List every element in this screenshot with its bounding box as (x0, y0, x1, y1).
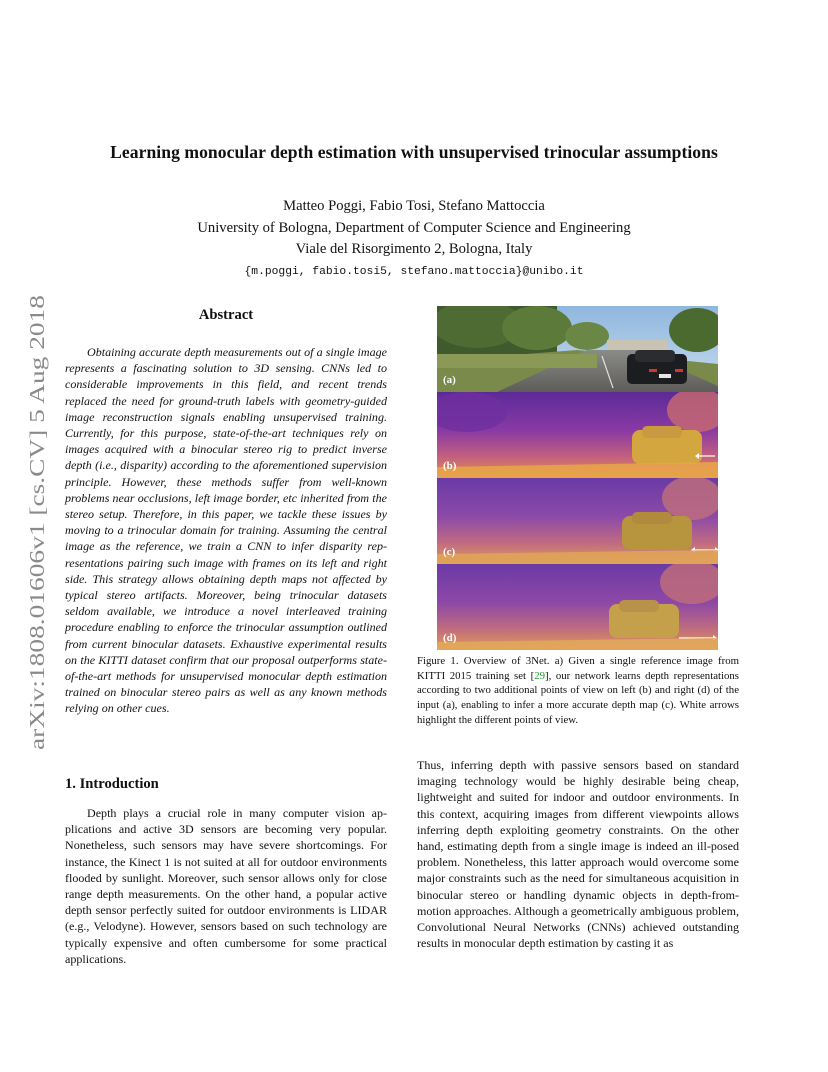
introduction-body (65, 805, 387, 967)
paper-title: Learning monocular depth estimation with unsupervised trinocular assumptions (110, 142, 718, 162)
caption-text-end: ], our network learns depth representations according to two additional points of view on left (b) and right (d) of the input (a), enabling to infer a more accurate depth map (c). White arrows highlight the different points of view. (417, 669, 740, 726)
right-column-text: Thus, inferring depth with passive sensors based on standard imaging technology would be highly desirable being cheap, lightweight and suited for indoor and outdoor environments. In this context, acquiring images from different viewpoints allows inferring depth exploiting geometry constraints. On the other hand, estimating depth from a single image is indeed an ill-posed problem. Nonetheless, this latter approach would overcome some major constraints such as the need for simultaneous acquisition in binocular stereo or handling dynamic objects in depth-from-motion approaches. Although a geometrically ambiguous problem, Convolutional Neural Networks (CNNs) achieved outstanding results in monocular depth estimation by casting it as (417, 758, 739, 951)
right-column-body (417, 757, 739, 951)
panel-label-b: (b) (443, 460, 457, 472)
figure-panel-a (437, 306, 718, 392)
panel-label-c: (c) (443, 546, 456, 558)
disparity-map-center-image (437, 478, 718, 564)
figure-panel-c (437, 478, 718, 564)
figure-1 (437, 306, 718, 650)
disparity-map-left-image (437, 392, 718, 478)
disparity-map-right-image (437, 564, 718, 650)
introduction-text: Depth plays a crucial role in many computer vision applications and active 3D sensors are becoming very popular. Nonetheless, such sensors may have severe shortcomings. For instance, the Kinect 1 is not suited at all for outdoor environments flooded by sunlight. Moreover, such sensor allows only for close range depth measurements. On the other hand, a popular active depth sensor perfectly suited for outdoor environments is LIDAR (e.g., Velodyne). However, sensors based on such technology are typically expensive and often cumbersome for some practical applications. (65, 806, 387, 966)
street-scene-image (437, 306, 718, 392)
affiliation: University of Bologna, Department of Computer Science and Engineering (197, 219, 631, 236)
caption-text-start: Figure 1. Overview of 3Net. a) Given a single reference image from KITTI 2015 training set [ (417, 655, 739, 682)
arxiv-stamp-text: arXiv:1808.01606v1 [cs.CV] 5 Aug 2018 (25, 401, 49, 750)
figure-caption (417, 654, 739, 728)
abstract-text: Obtaining accurate depth measurements out of a single image represents a fascinating solution to 3D sensing. CNNs led to considerable improvements in this field, and recent trends replaced the need for ground-truth labels with geometry-guided image reconstruction signals enabling unsupervised training. Currently, for this purpose, state-of-the-art techniques rely on images acquired with a binocular stereo rig to predict inverse depth (i.e., disparity) according to the aforementioned supervision principle. However, these methods suffer from well-known problems near occlusions, left image border, etc inherited from the stereo setup. Therefore, in this paper, we tackle these issues by moving to a trinocular domain for training. Assuming the central image as the reference, we train a CNN to infer disparity representations pairing such image with frames on its left and right side. This strategy allows obtaining depth maps not affected by typical stereo artifacts. Moreover, being trinocular datasets seldom available, we introduce a novel interleaved training procedure enabling to enforce the trinocular assumption outlined from current binocular datasets. Exhaustive experimental results on the KITTI dataset confirm that our proposal outperforms state-of-the-art methods for unsupervised monocular depth estimation trained on binocular stereo pairs as well as any known methods relying on other cues. (65, 345, 387, 716)
address: Viale del Risorgimento 2, Bologna, Italy (295, 241, 533, 257)
author-block (0, 196, 828, 283)
abstract-body (65, 344, 387, 717)
introduction-heading: 1. Introduction (65, 776, 159, 792)
abstract-heading: Abstract (198, 307, 254, 323)
figure-panel-d (437, 564, 718, 650)
arxiv-stamp (22, 290, 52, 760)
panel-label-a: (a) (443, 374, 456, 386)
author-names: Matteo Poggi, Fabio Tosi, Stefano Mattoccia (283, 198, 545, 214)
citation-link[interactable]: 29 (534, 669, 545, 682)
figure-panel-b (437, 392, 718, 478)
panel-label-d: (d) (443, 632, 457, 644)
email-line: {m.poggi, fabio.tosi5, stefano.mattoccia}@unibo.it (244, 265, 584, 278)
